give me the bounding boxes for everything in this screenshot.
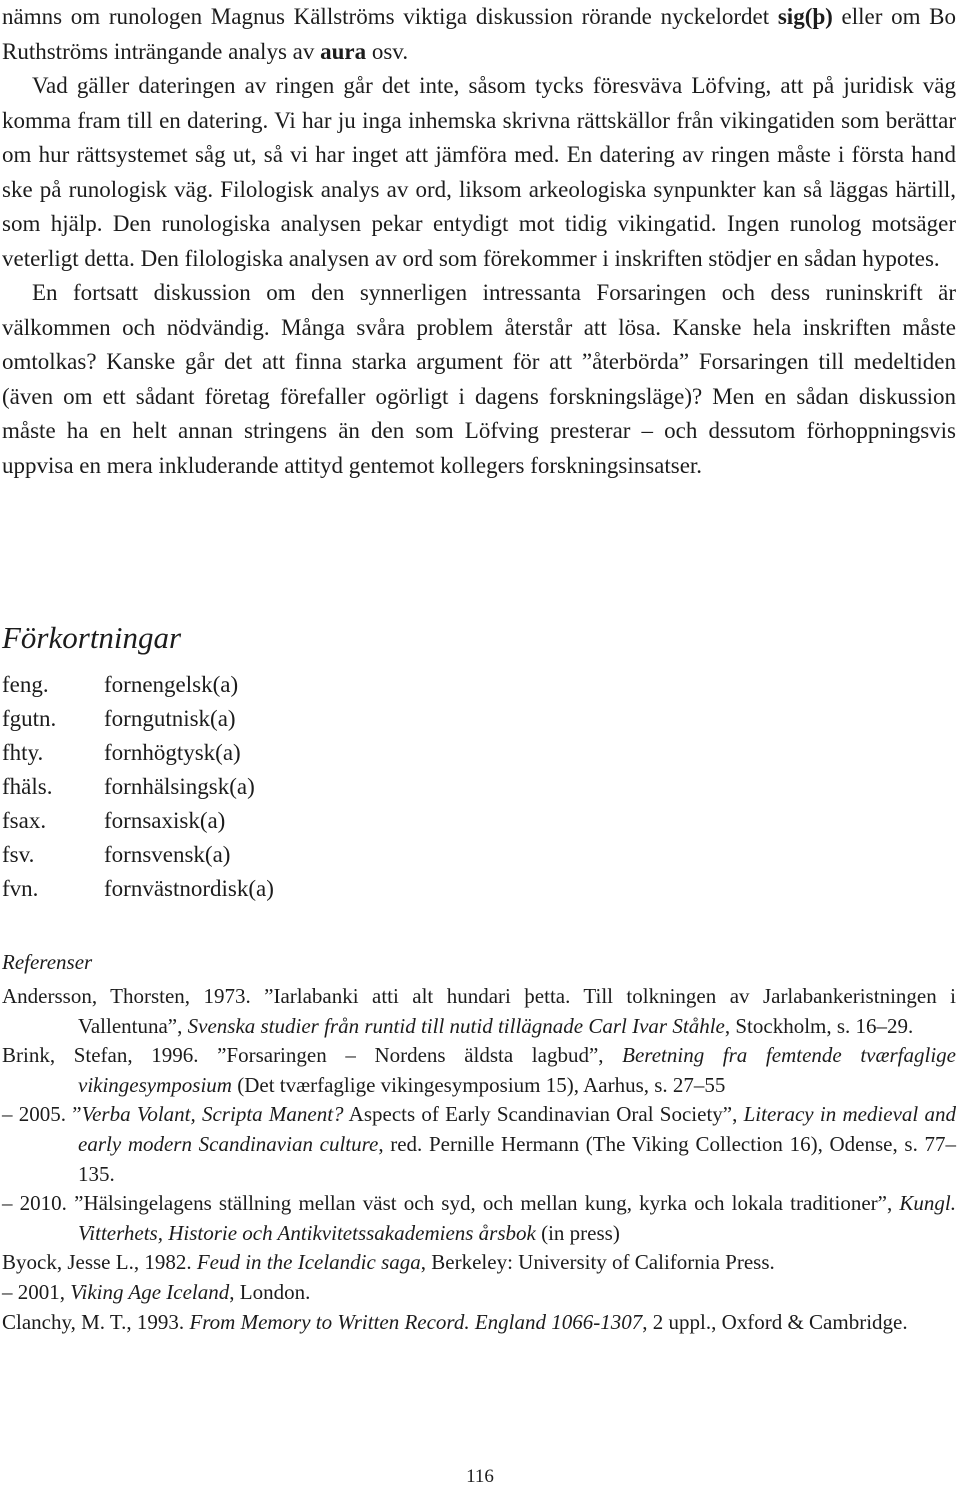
paragraph-3: En fortsatt diskussion om den synnerligen intressanta Forsaringen och dess runinskrift är välkommen och nödvändig. Många svåra problem återstår att lösa. Kanske hela inskriften måste omtolkas? Kanske går det att finna starka argument för att ”återbörda” Forsaringen till medeltiden (även om ett sådant företag förefaller ogörligt i dagens forskningsläge)? Men en sådan diskussion måste ha en helt annan stringens än den som Löfving presterar – och dessutom förhoppningsvis uppvisa en mera inkluderande attityd gentemot kollegers forskningsinsatser.	[2, 280, 956, 478]
abbreviation-term: fvn.	[2, 876, 39, 901]
reference-title: Kungl. Vitterhets, Historie och Antikvitetssakademiens årsbok	[78, 1191, 956, 1245]
reference-text: Andersson, Thorsten, 1973. ”Iarlabanki atti alt hundari þetta. Till tolkningen av Jarlabankeristningen i Vallentuna”,	[2, 984, 956, 1038]
reference-entry	[2, 982, 956, 1041]
paragraph-1	[2, 0, 956, 69]
reference-title: Feud in the Icelandic saga	[196, 1250, 421, 1275]
abbreviation-definition: fornhälsingsk(a)	[104, 774, 255, 799]
abbreviation-row	[2, 770, 274, 804]
reference-text: – 2001,	[2, 1279, 71, 1304]
reference-text: Byock, Jesse L., 1982.	[2, 1250, 197, 1275]
abbreviation-row	[2, 736, 274, 770]
reference-text: , 2 uppl., Oxford & Cambridge.	[642, 1309, 908, 1334]
reference-title: From Memory to Written Record. England 1066-1307	[189, 1309, 643, 1334]
abbreviation-definition: fornvästnordisk(a)	[104, 876, 274, 901]
reference-text: , Stockholm, s. 16–29.	[724, 1013, 914, 1038]
abbreviation-term: fhäls.	[2, 774, 53, 799]
abbreviation-definition: forngutnisk(a)	[104, 706, 236, 731]
reference-entry	[2, 1189, 956, 1248]
reference-entry	[2, 1308, 956, 1338]
abbreviations-heading: Förkortningar	[2, 620, 182, 655]
abbreviation-definition: fornsvensk(a)	[104, 842, 231, 867]
reference-title: Svenska studier från runtid till nutid tillägnade Carl Ivar Ståhle	[187, 1013, 725, 1038]
reference-title: Literacy in medieval and early modern Scandinavian culture	[78, 1102, 956, 1156]
abbreviation-row	[2, 668, 274, 702]
abbreviation-term: feng.	[2, 672, 49, 697]
abbreviation-term: fsax.	[2, 808, 47, 833]
paragraph-1-line-1: nämns om runologen Magnus Källströms viktiga diskussion rörande nyckelordet	[2, 4, 770, 29]
reference-text: Clanchy, M. T., 1993.	[2, 1309, 190, 1334]
reference-entry	[2, 1041, 956, 1100]
reference-text: (in press)	[535, 1220, 620, 1245]
abbreviation-term: fhty.	[2, 740, 44, 765]
abbreviation-definition: fornhögtysk(a)	[104, 740, 241, 765]
references-heading: Referenser	[2, 950, 93, 974]
reference-text: , Berkeley: University of California Press.	[420, 1250, 775, 1275]
reference-entry	[2, 1100, 956, 1189]
reference-text: Brink, Stefan, 1996. ”Forsaringen – Nordens äldsta lagbud”,	[2, 1043, 623, 1068]
reference-text: , red. Pernille Hermann (The Viking Collection 16), Odense, s. 77–135.	[78, 1131, 956, 1186]
abbreviation-row	[2, 838, 274, 872]
references-list	[2, 982, 956, 1337]
paragraph-2: Vad gäller dateringen av ringen går det inte, såsom tycks föresväva Löfving, att på juridisk väg komma fram till en datering. Vi har ju inga inhemska skrivna rättskällor från vikingatiden som berättar om hur rättsystemet såg ut, så vi har inget att jämföra med. En datering av ringen måste i första hand ske på runologisk väg. Filologisk analys av ord, liksom arkeologiska synpunkter kan så läggas härtill, som hjälp. Den runologiska analysen pekar entydigt mot tidig vikingatid. Ingen runolog motsäger veterligt detta. Den filologiska analysen av ord som förekommer i inskriften stödjer en sådan hypotes.	[2, 73, 956, 271]
reference-text: Aspects of Early Scandinavian Oral Society”,	[343, 1102, 744, 1127]
page-number: 116	[466, 1466, 494, 1487]
abbreviation-definition: fornengelsk(a)	[104, 672, 239, 697]
reference-text: , London.	[229, 1279, 311, 1304]
reference-text: (Det tværfaglige vikingesymposium 15), Aarhus, s. 27–55	[231, 1072, 726, 1097]
paragraph-1-end: osv.	[366, 38, 409, 64]
reference-title: Verba Volant, Scripta Manent?	[81, 1102, 344, 1127]
abbreviation-term: fsv.	[2, 842, 35, 867]
abbreviations-list	[2, 668, 274, 906]
reference-entry	[2, 1278, 956, 1308]
reference-title: Viking Age Iceland	[70, 1279, 230, 1304]
abbreviation-row	[2, 872, 274, 906]
reference-entry	[2, 1248, 956, 1278]
paragraph-1-line-2: eller om Bo Ruthströms inträngande analys av	[2, 4, 956, 64]
abbreviation-row	[2, 804, 274, 838]
reference-text: – 2010. ”Hälsingelagens ställning mellan väst och syd, och mellan kung, kyrka och lokala traditioner”,	[2, 1191, 900, 1216]
rune-word-aura: aura	[320, 38, 367, 64]
reference-title: Beretning fra femtende tværfaglige vikingesymposium	[78, 1043, 956, 1097]
reference-text: – 2005. ”	[2, 1102, 82, 1127]
abbreviation-term: fgutn.	[2, 706, 57, 731]
abbreviation-row	[2, 702, 274, 736]
body-text	[2, 0, 956, 483]
rune-word-sig: sig(þ)	[777, 4, 833, 29]
abbreviation-definition: fornsaxisk(a)	[104, 808, 226, 833]
